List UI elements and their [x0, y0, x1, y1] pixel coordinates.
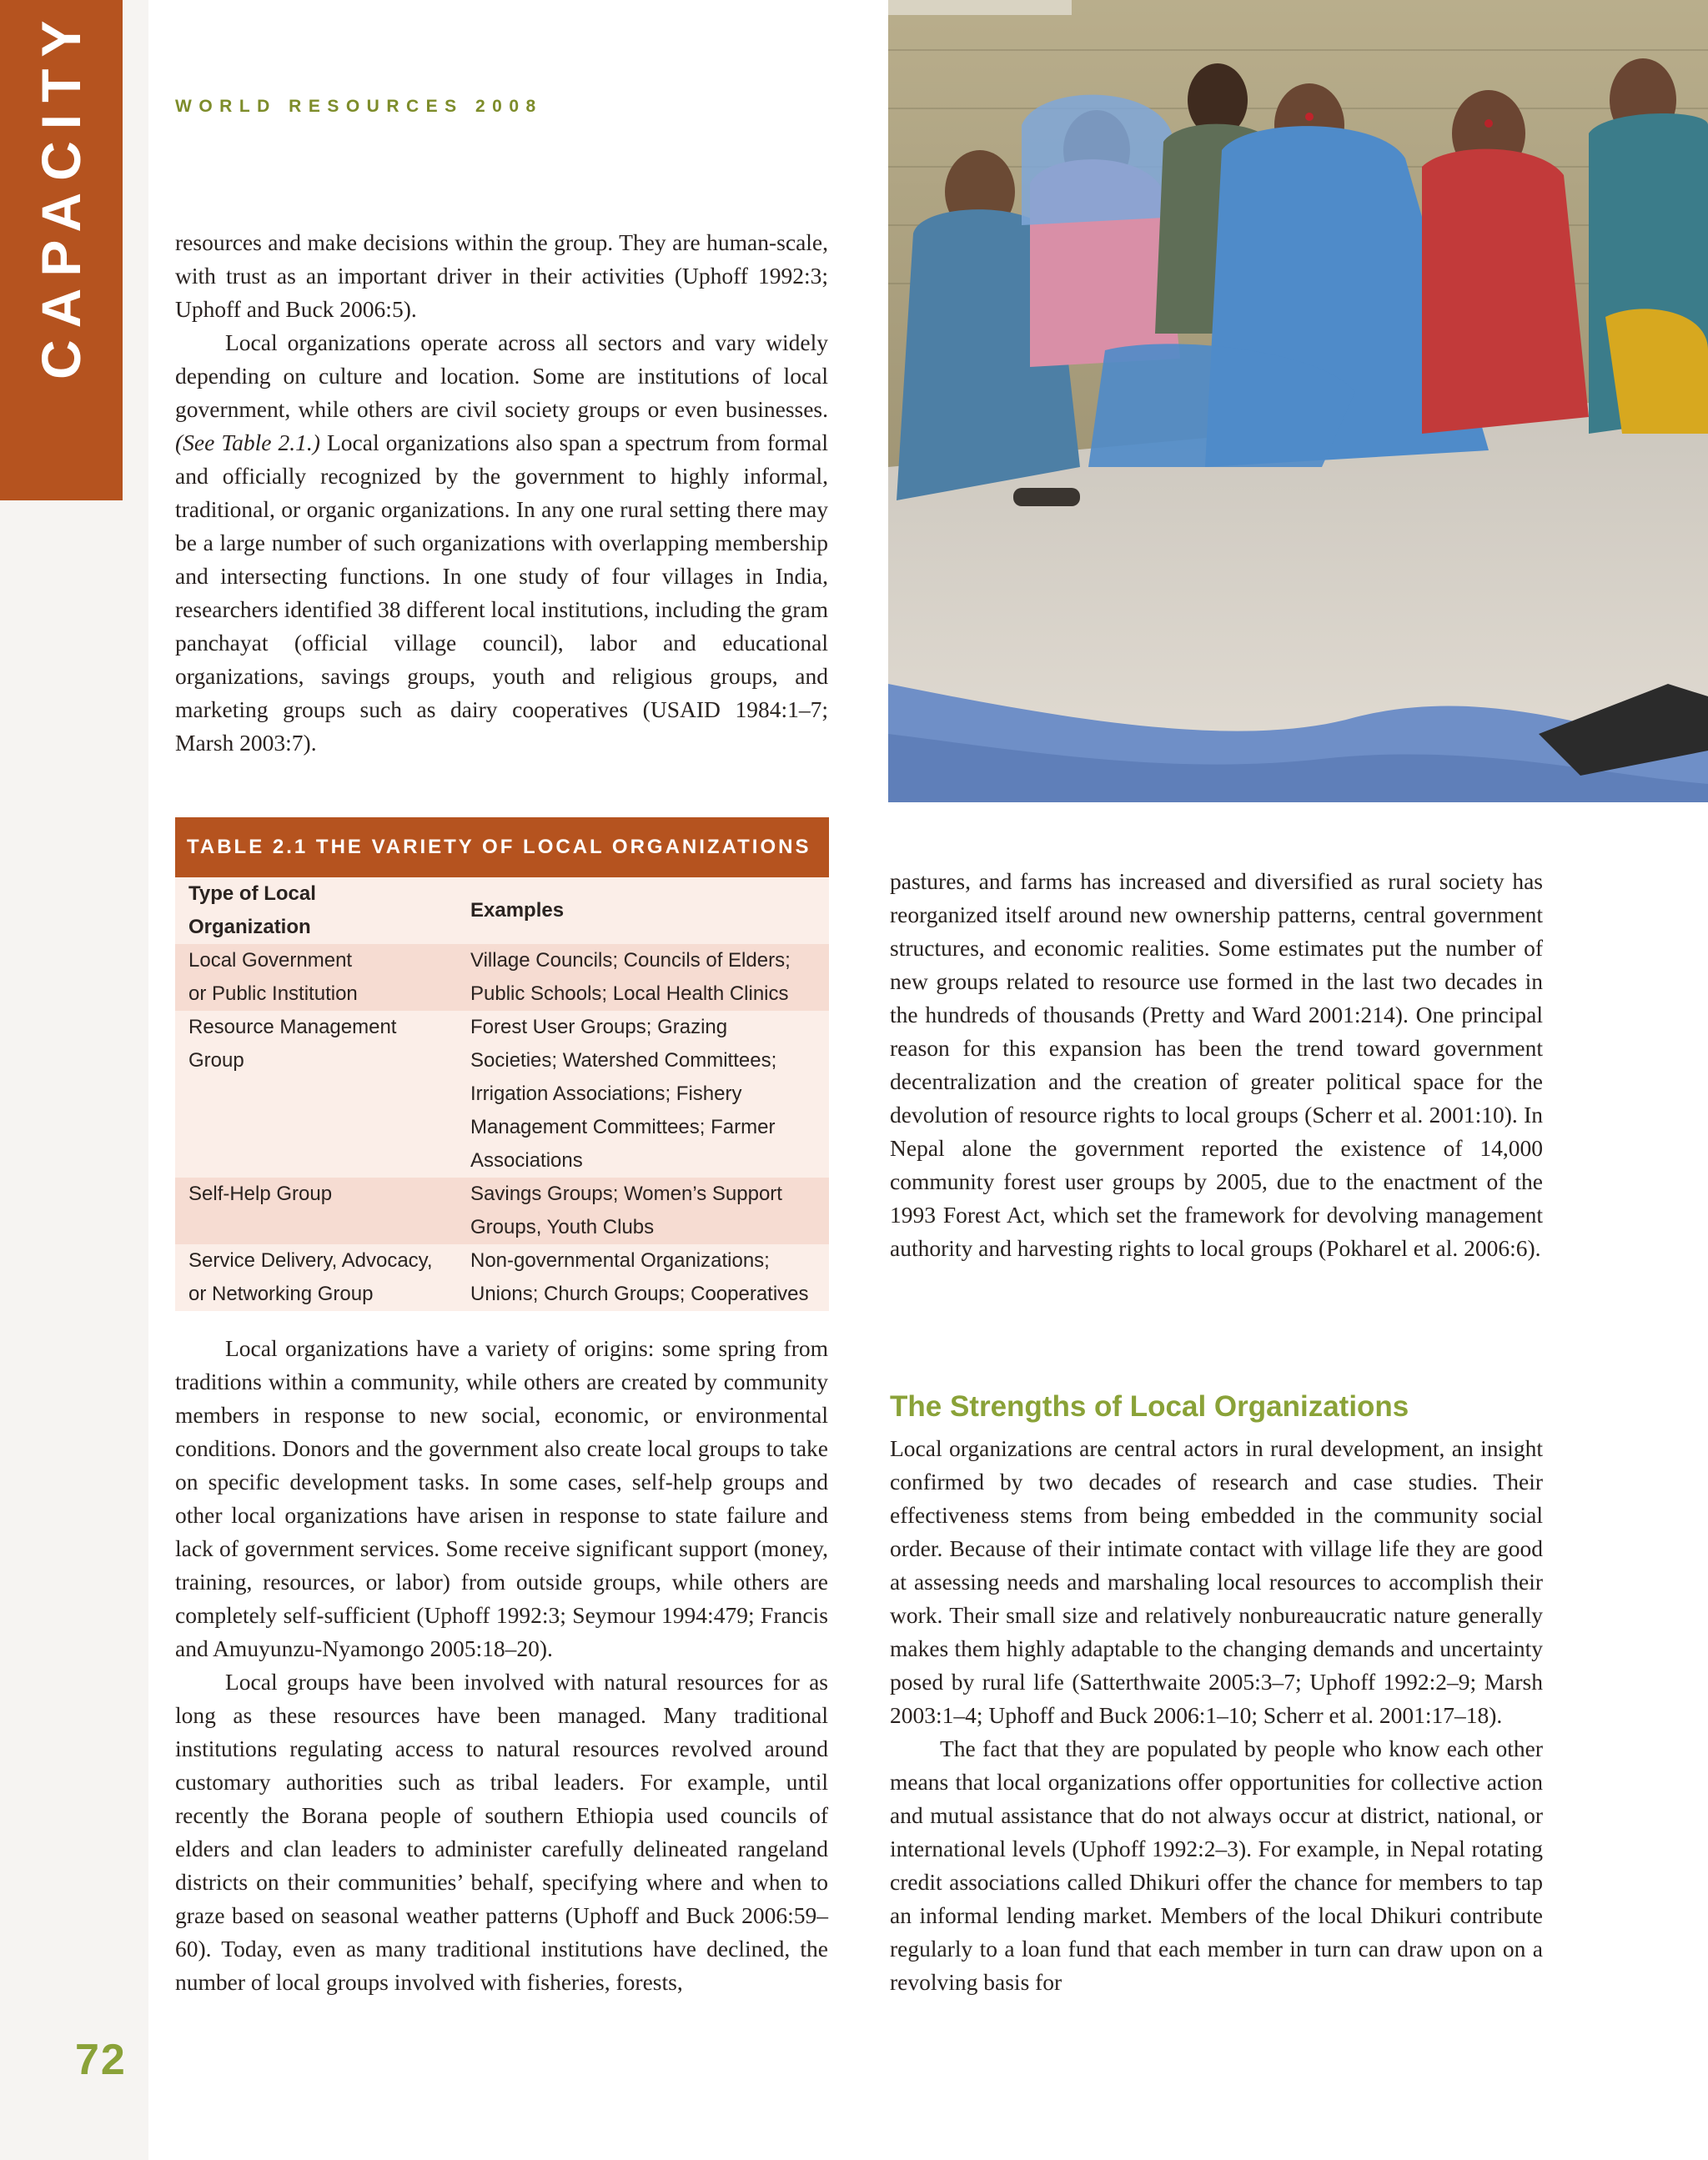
- table-row: [175, 944, 829, 1011]
- photo-women-meeting: [888, 0, 1708, 802]
- table-header-row: [175, 877, 829, 944]
- table-cell: Non-governmental Organizations; Unions; Church Groups; Cooperatives: [457, 1244, 829, 1311]
- cell-text: Service Delivery, Advocacy, or Networking Group: [188, 1249, 433, 1305]
- text-span: Local organizations also span a spectrum from formal and officially recognized by the government to highly informal, traditional, or organic organizations. In any one rural setting there may be a large number of such organizations with overlapping membership and intersecting functions. In one study of four villages in India, researchers identified 38 different local institutions, including the gram panchayat (official village council), labor and educational organizations, savings groups, youth and religious groups, and marketing groups such as dairy cooperatives (USAID 1984:1–7; Marsh 2003:7).: [175, 429, 828, 756]
- table-cell: Village Councils; Councils of Elders; Public Schools; Local Health Clinics: [457, 944, 829, 1011]
- table-title: TABLE 2.1 THE VARIETY OF LOCAL ORGANIZATIONS: [175, 817, 829, 877]
- table-row: [175, 1244, 829, 1311]
- cell-text: Local Government or Public Institution: [188, 949, 358, 1005]
- body-text-left-bottom: [175, 1332, 828, 1999]
- paragraph: The fact that they are populated by people who know each other means that local organizations offer opportunities for collective action and mutual assistance that do not always occur at district, national, or international levels (Uphoff 1992:2–3). For example, in Nepal rotating credit associations called Dhikuri offer the chance for members to tap an informal lending market. Members of the local Dhikuri contribute regularly to a loan fund that each member in turn can draw upon on a revolving basis for: [890, 1736, 1543, 1995]
- table-reference: (See Table 2.1.): [175, 429, 320, 455]
- paragraph: Local organizations are central actors in rural development, an insight confirmed by two decades of research and case studies. Their effectiveness stems from being embedded in the community social order. Because of their intimate contact with village life they are good at assessing needs and marshaling local resources to accomplish their work. Their small size and relatively nonbureaucratic nature generally makes them highly adaptable to the changing demands and uncertainty posed by rural life (Satterthwaite 2005:3–7; Uphoff 1992:2–9; Marsh 2003:1–4; Uphoff and Buck 2006:1–10; Scherr et al. 2001:17–18).: [890, 1435, 1543, 1728]
- table-column-header: Type of Local Organization: [175, 877, 457, 944]
- section-tab-label: [7, 271, 57, 379]
- table-cell: [175, 944, 457, 1011]
- section-heading: The Strengths of Local Organizations: [890, 1390, 1409, 1423]
- paragraph: Local groups have been involved with natural resources for as long as these resources have been managed. Many traditional institutions regulating access to natural resources revolved around customary authorities such as tribal leaders. For example, until recently the Borana people of southern Ethiopia used councils of elders and clan leaders to administer carefully delineated rangeland districts on their communities’ behalf, specifying where and when to graze based on seasonal weather patterns (Uphoff and Buck 2006:59–60). Today, even as many traditional institutions have declined, the number of local groups involved with fisheries, forests,: [175, 1669, 828, 1995]
- table-row: [175, 1178, 829, 1244]
- body-text-left-top: [175, 226, 828, 760]
- paragraph: pastures, and farms has increased and diversified as rural society has reorganized itself around new ownership patterns, central government structures, and economic realities. Some estimates put the number of new groups related to resource use formed in the last two decades in the hundreds of thousands (Pretty and Ward 2001:214). One principal reason for this expansion has been the trend toward government decentralization and the creation of greater political space for the devolution of resource rights to local groups (Scherr et al. 2001:10). In Nepal alone the government reported the existence of 14,000 community forest user groups by 2005, due to the enactment of the 1993 Forest Act, which set the framework for devolving management authority and harvesting rights to local groups (Pokharel et al. 2006:6).: [890, 868, 1543, 1261]
- table-row: [175, 1011, 829, 1178]
- table-cell: Savings Groups; Women’s Support Groups, Youth Clubs: [457, 1178, 829, 1244]
- table-grid: [175, 877, 829, 1311]
- body-text-right-bottom: [890, 1432, 1543, 1999]
- table-column-header: Examples: [457, 877, 829, 944]
- paragraph: [175, 326, 828, 760]
- body-text-right-top: [890, 865, 1543, 1265]
- text-span: Local organizations operate across all sectors and vary widely depending on culture and location. Some are institutions of local government, while others are civil society groups or even businesses.: [175, 329, 828, 422]
- running-head: WORLD RESOURCES 2008: [175, 97, 543, 116]
- paragraph: Local organizations have a variety of origins: some spring from traditions within a community, while others are created by community members in response to new social, economic, or environmental conditions. Donors and the government also create local groups to take on specific development tasks. In some cases, self-help groups and other local organizations have arisen in response to state failure and lack of government services. Some receive significant support (money, training, resources, or labor) from outside groups, while others are completely self-sufficient (Uphoff 1992:3; Seymour 1994:479; Francis and Amuyunzu-Nyamongo 2005:18–20).: [175, 1335, 828, 1661]
- page-number: 72: [75, 2036, 127, 2084]
- table-cell: Resource Management Group: [175, 1011, 457, 1178]
- paragraph: resources and make decisions within the group. They are human-scale, with trust as an important driver in their activities (Uphoff 1992:3; Uphoff and Buck 2006:5).: [175, 229, 828, 322]
- table-cell: Self-Help Group: [175, 1178, 457, 1244]
- table-cell: [175, 1244, 457, 1311]
- table-2-1: [175, 817, 829, 1311]
- table-cell: Forest User Groups; Grazing Societies; Watershed Committees; Irrigation Associations; Fishery Management Committees; Farmer Associations: [457, 1011, 829, 1178]
